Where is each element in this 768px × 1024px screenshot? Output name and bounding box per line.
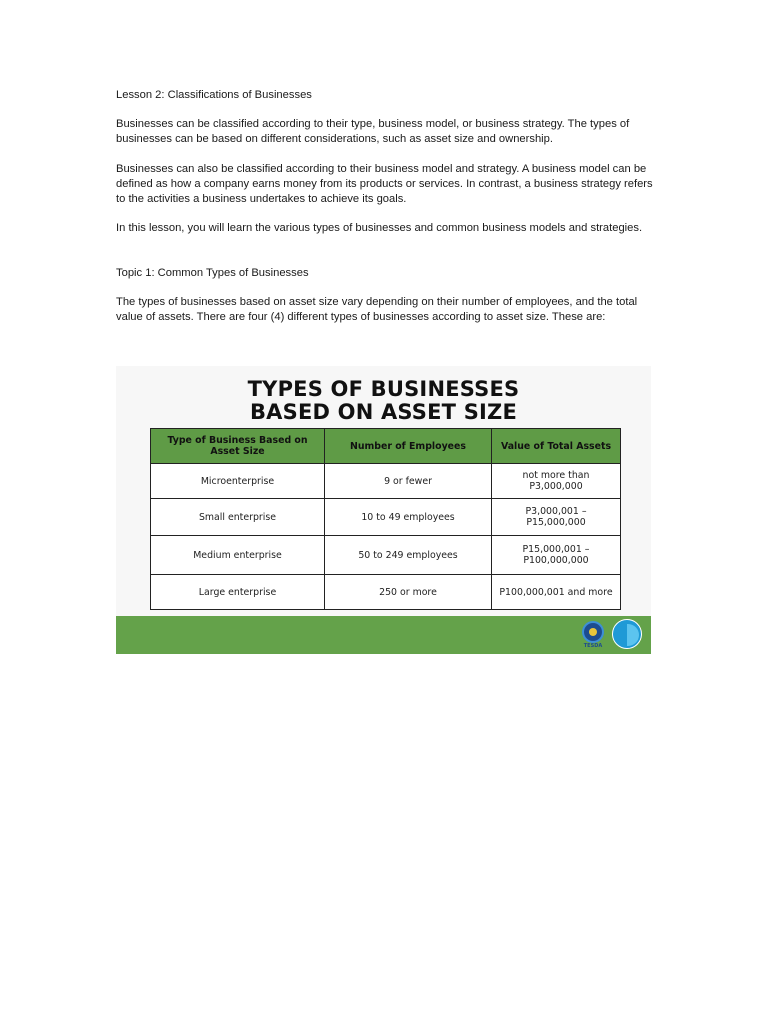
cell-type: Microenterprise <box>151 464 325 499</box>
cell-assets: P3,000,001 – P15,000,000 <box>492 499 621 536</box>
lesson-title <box>116 88 656 103</box>
topic-title <box>116 266 656 281</box>
paragraph-text: Businesses can be classified according to their type, business model, or business strategy. The types of businesses can be based on different considerations, such as asset size and ownership. <box>116 118 630 145</box>
table-row <box>151 499 621 536</box>
program-logo-icon <box>612 619 642 649</box>
cell-assets: P100,000,001 and more <box>492 575 621 610</box>
figure-title-line-2: BASED ON ASSET SIZE <box>249 400 518 424</box>
cell-type: Medium enterprise <box>151 536 325 575</box>
cell-assets: P15,000,001 – P100,000,000 <box>492 536 621 575</box>
topic-title-text: Topic 1: Common Types of Businesses <box>116 267 309 279</box>
header-assets: Value of Total Assets <box>492 429 621 464</box>
table-row <box>151 536 621 575</box>
cell-employees: 10 to 49 employees <box>325 499 492 536</box>
cell-employees: 50 to 249 employees <box>325 536 492 575</box>
lesson-goal-paragraph <box>116 221 656 236</box>
cell-employees: 9 or fewer <box>325 464 492 499</box>
header-employees: Number of Employees <box>325 429 492 464</box>
cell-type: Large enterprise <box>151 575 325 610</box>
intro-paragraph <box>116 117 656 147</box>
paragraph-text: In this lesson, you will learn the various types of businesses and common business models and strategies. <box>116 222 643 234</box>
paragraph-text: Businesses can also be classified according to their business model and strategy. A business model can be defined as how a company earns money from its products or services. In contrast, a business strategy refers to the activities a business undertakes to achieve its goals. <box>116 163 653 205</box>
business-model-paragraph <box>116 162 656 206</box>
figure-title <box>116 378 651 424</box>
figure-title-line-1: TYPES OF BUSINESSES <box>247 377 520 401</box>
cell-assets: not more than P3,000,000 <box>492 464 621 499</box>
asset-size-figure <box>116 366 651 654</box>
tesda-seal-icon <box>582 621 604 643</box>
table-row <box>151 575 621 610</box>
paragraph-text: The types of businesses based on asset size vary depending on their number of employees, and the total value of assets. There are four (4) different types of businesses according to asset size. These are: <box>116 296 638 323</box>
asset-size-paragraph <box>116 295 656 325</box>
figure-footer-bar <box>116 616 651 654</box>
cell-type: Small enterprise <box>151 499 325 536</box>
header-type: Type of Business Based on Asset Size <box>151 429 325 464</box>
table-header-row <box>151 429 621 464</box>
cell-employees: 250 or more <box>325 575 492 610</box>
tesda-logo-label: TESDA <box>583 643 603 649</box>
asset-size-table <box>150 428 621 610</box>
table-row <box>151 464 621 499</box>
lesson-title-text: Lesson 2: Classifications of Businesses <box>116 89 312 101</box>
